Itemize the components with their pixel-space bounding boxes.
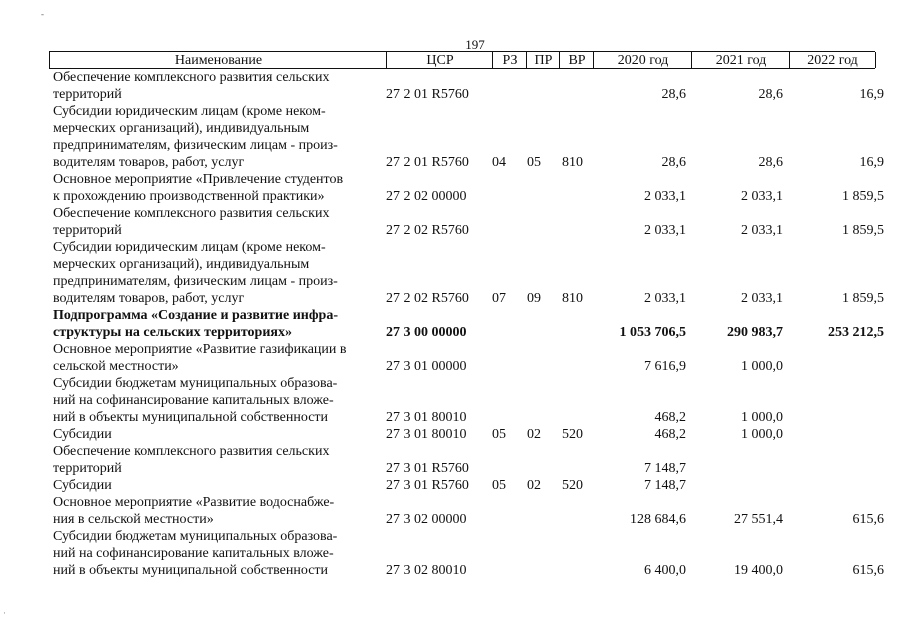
row-name-line: Субсидии юридическим лицам (кроме неком-	[53, 104, 326, 119]
cell-pr: 02	[527, 478, 541, 493]
row-name-line: Основное мероприятие «Привлечение студентов	[53, 172, 344, 187]
table-row	[0, 341, 905, 375]
cell-csr: 27 2 02 00000	[386, 189, 467, 204]
cell-2021: 27 551,4	[734, 512, 783, 527]
row-name-line: территорий	[53, 461, 122, 476]
cell-2020: 7 148,7	[644, 461, 686, 476]
row-name	[53, 375, 363, 426]
row-name-line: ний на софинансирование капитальных вложе-	[53, 393, 334, 408]
row-name	[53, 494, 363, 528]
cell-2022: 16,9	[859, 87, 884, 102]
table-row	[0, 171, 905, 205]
cell-rz: 04	[492, 155, 506, 170]
row-name	[53, 426, 363, 443]
cell-vr: 520	[562, 427, 583, 442]
table-row	[0, 69, 905, 103]
row-name-line: сельской местности»	[53, 359, 179, 374]
row-name-line: мерческих организаций), индивидуальным	[53, 121, 310, 136]
row-name-line: Обеспечение комплексного развития сельских	[53, 70, 330, 85]
row-name-line: предпринимателям, физическим лицам - произ-	[53, 274, 338, 289]
cell-csr: 27 3 01 R5760	[386, 478, 469, 493]
cell-2021: 19 400,0	[734, 563, 783, 578]
row-name-line: ний в объекты муниципальной собственности	[53, 410, 329, 425]
row-name-line: территорий	[53, 87, 122, 102]
table-row	[0, 443, 905, 477]
cell-csr: 27 3 01 80010	[386, 427, 467, 442]
scan-mark: ·	[3, 608, 6, 618]
row-name-line: Обеспечение комплексного развития сельских	[53, 206, 330, 221]
cell-2021: 2 033,1	[741, 189, 783, 204]
header-csr: ЦСР	[386, 52, 493, 68]
header-rz: РЗ	[492, 52, 527, 68]
cell-2022: 615,6	[852, 512, 884, 527]
cell-2021: 28,6	[758, 155, 783, 170]
cell-2020: 2 033,1	[644, 291, 686, 306]
table-row	[0, 375, 905, 426]
row-name-line: к прохождению производственной практики»	[53, 189, 325, 204]
header-name: Наименование	[49, 52, 387, 68]
cell-2020: 28,6	[661, 87, 686, 102]
cell-vr: 810	[562, 291, 583, 306]
row-name	[53, 477, 363, 494]
row-name	[53, 239, 363, 307]
cell-2021: 1 000,0	[741, 359, 783, 374]
row-name	[53, 171, 363, 205]
row-name-line: водителям товаров, работ, услуг	[53, 291, 245, 306]
cell-csr: 27 2 02 R5760	[386, 291, 469, 306]
table-row	[0, 205, 905, 239]
row-name-line: территорий	[53, 223, 122, 238]
table-row	[0, 239, 905, 307]
cell-csr: 27 2 02 R5760	[386, 223, 469, 238]
row-name-line: структуры на сельских территориях»	[53, 325, 292, 340]
cell-2022: 16,9	[859, 155, 884, 170]
header-pr: ПР	[526, 52, 560, 68]
table-row	[0, 103, 905, 171]
row-name	[53, 307, 363, 341]
table-row	[0, 426, 905, 443]
row-name-line: Обеспечение комплексного развития сельских	[53, 444, 330, 459]
row-name-line: ний на софинансирование капитальных вложе-	[53, 546, 334, 561]
row-name	[53, 341, 363, 375]
cell-csr: 27 3 01 80010	[386, 410, 467, 425]
cell-2022: 615,6	[852, 563, 884, 578]
row-name	[53, 528, 363, 579]
cell-csr: 27 2 01 R5760	[386, 87, 469, 102]
cell-2020: 6 400,0	[644, 563, 686, 578]
table-header	[49, 51, 875, 69]
cell-2021: 2 033,1	[741, 223, 783, 238]
row-name	[53, 103, 363, 171]
cell-2021: 290 983,7	[727, 325, 783, 340]
table-row	[0, 307, 905, 341]
row-name-line: Подпрограмма «Создание и развитие инфра-	[53, 308, 338, 323]
row-name-line: мерческих организаций), индивидуальным	[53, 257, 310, 272]
cell-vr: 520	[562, 478, 583, 493]
row-name-line: водителям товаров, работ, услуг	[53, 155, 245, 170]
cell-2021: 1 000,0	[741, 410, 783, 425]
row-name-line: предпринимателям, физическим лицам - произ-	[53, 138, 338, 153]
cell-2022: 1 859,5	[842, 291, 884, 306]
cell-2020: 128 684,6	[630, 512, 686, 527]
cell-2021: 2 033,1	[741, 291, 783, 306]
cell-2020: 1 053 706,5	[619, 325, 686, 340]
table-body	[0, 69, 905, 579]
cell-2021: 1 000,0	[741, 427, 783, 442]
row-name	[53, 205, 363, 239]
row-name-line: Субсидии	[53, 427, 112, 442]
cell-2020: 2 033,1	[644, 223, 686, 238]
scan-mark: -	[41, 9, 44, 19]
row-name-line: ния в сельской местности»	[53, 512, 214, 527]
page-number: 197	[465, 37, 485, 52]
row-name	[53, 443, 363, 477]
cell-rz: 07	[492, 291, 506, 306]
header-2022: 2022 год	[789, 52, 876, 68]
row-name-line: Основное мероприятие «Развитие газификации в	[53, 342, 347, 357]
cell-rz: 05	[492, 427, 506, 442]
table-row	[0, 494, 905, 528]
cell-pr: 09	[527, 291, 541, 306]
row-name-line: ний в объекты муниципальной собственности	[53, 563, 329, 578]
row-name-line: Субсидии	[53, 478, 112, 493]
cell-2022: 1 859,5	[842, 189, 884, 204]
cell-csr: 27 3 01 00000	[386, 359, 467, 374]
cell-2020: 468,2	[654, 410, 686, 425]
cell-2020: 7 148,7	[644, 478, 686, 493]
cell-pr: 02	[527, 427, 541, 442]
row-name-line: Субсидии юридическим лицам (кроме неком-	[53, 240, 326, 255]
table-row	[0, 528, 905, 579]
cell-rz: 05	[492, 478, 506, 493]
cell-csr: 27 3 02 80010	[386, 563, 467, 578]
table-row	[0, 477, 905, 494]
cell-csr: 27 3 01 R5760	[386, 461, 469, 476]
row-name-line: Субсидии бюджетам муниципальных образова-	[53, 376, 338, 391]
cell-2020: 28,6	[661, 155, 686, 170]
row-name-line: Субсидии бюджетам муниципальных образова-	[53, 529, 338, 544]
cell-2022: 253 212,5	[828, 325, 884, 340]
header-2020: 2020 год	[593, 52, 692, 68]
cell-2021: 28,6	[758, 87, 783, 102]
row-name-line: Основное мероприятие «Развитие водоснабже-	[53, 495, 335, 510]
cell-2020: 468,2	[654, 427, 686, 442]
cell-csr: 27 2 01 R5760	[386, 155, 469, 170]
header-vr: ВР	[559, 52, 594, 68]
cell-csr: 27 3 00 00000	[386, 325, 467, 340]
cell-2022: 1 859,5	[842, 223, 884, 238]
cell-2020: 7 616,9	[644, 359, 686, 374]
cell-2020: 2 033,1	[644, 189, 686, 204]
cell-pr: 05	[527, 155, 541, 170]
cell-csr: 27 3 02 00000	[386, 512, 467, 527]
row-name	[53, 69, 363, 103]
header-2021: 2021 год	[691, 52, 790, 68]
cell-vr: 810	[562, 155, 583, 170]
